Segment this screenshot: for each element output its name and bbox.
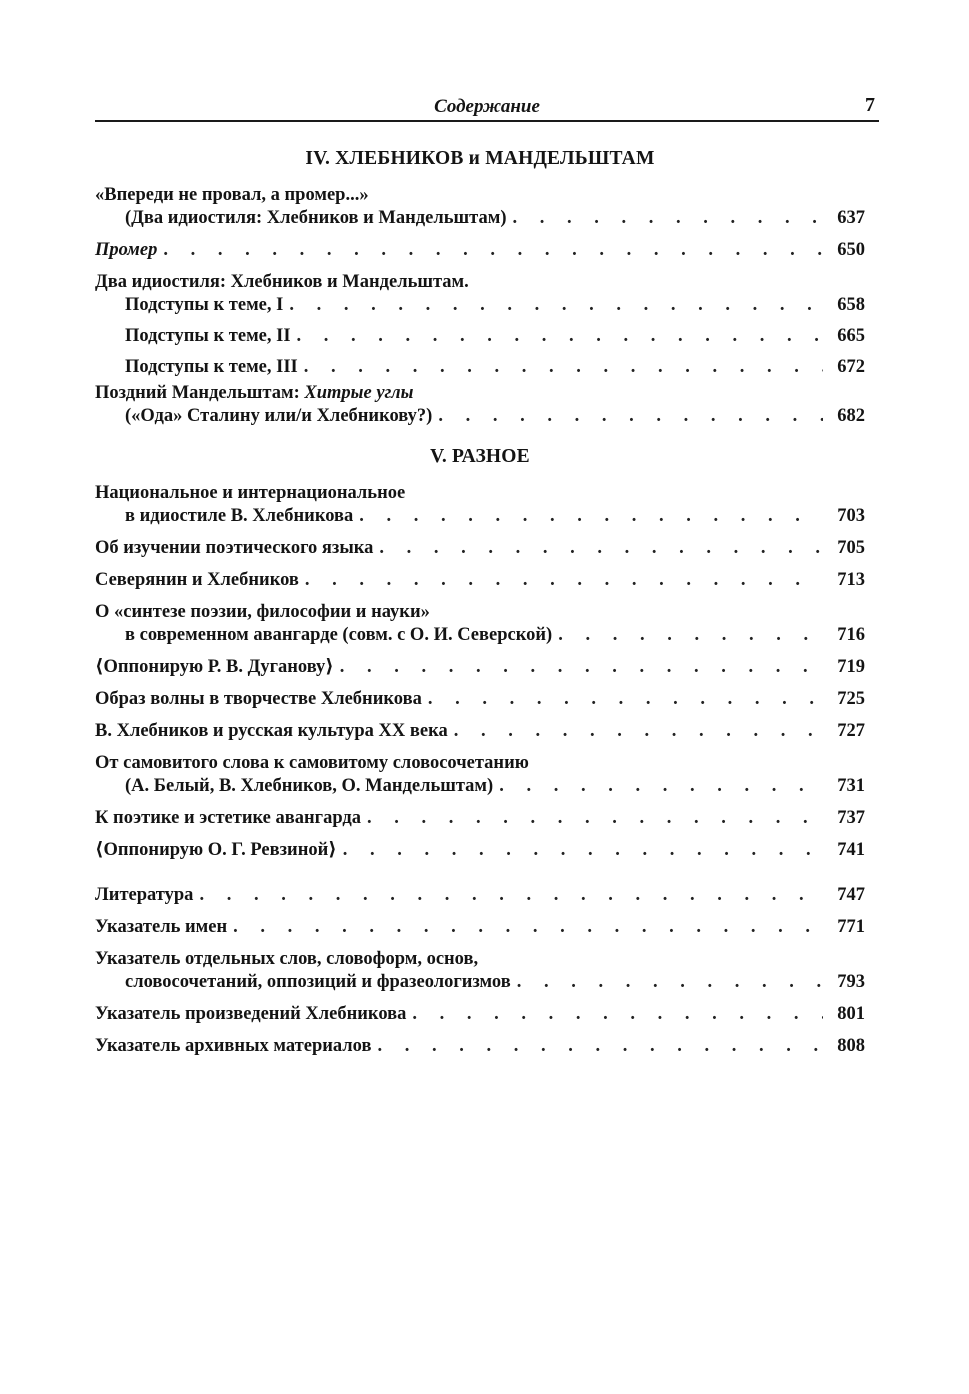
entry-subtitle: Подступы к теме, I bbox=[125, 295, 284, 315]
toc-entry bbox=[95, 271, 865, 317]
entry-page: 705 bbox=[837, 538, 865, 558]
toc-entry bbox=[95, 839, 865, 862]
entry-subtitle: в идиостиле В. Хлебникова bbox=[125, 506, 354, 526]
leader-dots bbox=[428, 688, 823, 711]
entry-page: 725 bbox=[837, 689, 865, 709]
leader-dots bbox=[289, 294, 823, 317]
leader-dots bbox=[412, 1003, 823, 1026]
leader-dots bbox=[297, 325, 823, 348]
toc-entry bbox=[95, 1035, 865, 1058]
entry-subtitle: (А. Белый, В. Хлебников, О. Мандельштам) bbox=[125, 776, 494, 796]
leader-dots bbox=[343, 839, 823, 862]
entry-page: 727 bbox=[837, 721, 865, 741]
section-title-iv: IV. ХЛЕБНИКОВ и МАНДЕЛЬШТАМ bbox=[305, 148, 655, 169]
entry-title: Литература bbox=[95, 885, 194, 905]
toc-entry bbox=[95, 948, 865, 994]
entry-title: От самовитого слова к самовитому словосочетанию bbox=[95, 753, 529, 773]
entry-page: 658 bbox=[837, 295, 865, 315]
leader-dots bbox=[438, 405, 823, 428]
entry-title: Указатель произведений Хлебникова bbox=[95, 1004, 407, 1024]
section-title-v: V. РАЗНОЕ bbox=[430, 446, 530, 467]
toc-entry bbox=[95, 688, 865, 711]
entry-page: 793 bbox=[837, 972, 865, 992]
entry-title: Об изучении поэтического языка bbox=[95, 538, 374, 558]
leader-dots bbox=[340, 656, 823, 679]
entry-title: ⟨Оппонирую О. Г. Ревзиной⟩ bbox=[95, 840, 337, 860]
entry-title: Указатель архивных материалов bbox=[95, 1036, 372, 1056]
entry-page: 650 bbox=[837, 240, 865, 260]
entry-page: 719 bbox=[837, 657, 865, 677]
toc-entry bbox=[95, 184, 865, 230]
entry-page: 771 bbox=[837, 917, 865, 937]
leader-dots bbox=[558, 624, 823, 647]
entry-page: 713 bbox=[837, 570, 865, 590]
entry-title: О «синтезе поэзии, философии и науки» bbox=[95, 602, 430, 622]
leader-dots bbox=[377, 1035, 823, 1058]
leader-dots bbox=[512, 207, 823, 230]
toc-entry bbox=[95, 325, 865, 348]
leader-dots bbox=[233, 916, 823, 939]
entry-title: Два идиостиля: Хлебников и Мандельштам. bbox=[95, 272, 469, 292]
entry-title bbox=[95, 382, 413, 405]
entry-page: 637 bbox=[837, 208, 865, 228]
toc-entry bbox=[95, 916, 865, 939]
running-head bbox=[95, 94, 879, 122]
toc-entry bbox=[95, 807, 865, 830]
entry-subtitle: («Ода» Сталину или/и Хлебникову?) bbox=[125, 406, 433, 426]
entry-page: 808 bbox=[837, 1036, 865, 1056]
entry-page: 747 bbox=[837, 885, 865, 905]
running-title: Содержание bbox=[434, 96, 540, 117]
entry-page: 703 bbox=[837, 506, 865, 526]
entry-page: 665 bbox=[837, 326, 865, 346]
entry-subtitle: словосочетаний, оппозиций и фразеологизмов bbox=[125, 972, 511, 992]
toc-entry bbox=[95, 356, 865, 379]
leader-dots bbox=[304, 356, 823, 379]
leader-dots bbox=[367, 807, 823, 830]
entry-page: 716 bbox=[837, 625, 865, 645]
entry-title: Промер bbox=[95, 240, 158, 260]
entry-title-part: Поздний Мандельштам: bbox=[95, 383, 305, 403]
entry-title: В. Хлебников и русская культура XX века bbox=[95, 721, 448, 741]
toc-entry bbox=[95, 720, 865, 743]
table-of-contents bbox=[95, 140, 865, 1067]
toc-entry bbox=[95, 1003, 865, 1026]
leader-dots bbox=[499, 775, 823, 798]
toc-entry bbox=[95, 569, 865, 592]
entry-title: Указатель отдельных слов, словоформ, основ, bbox=[95, 949, 479, 969]
toc-entry bbox=[95, 482, 865, 528]
entry-title: Северянин и Хлебников bbox=[95, 570, 299, 590]
entry-subtitle: в современном авангарде (совм. с О. И. Северской) bbox=[125, 625, 553, 645]
entry-page: 682 bbox=[837, 406, 865, 426]
entry-title: К поэтике и эстетике авангарда bbox=[95, 808, 361, 828]
entry-title: Подступы к теме, III bbox=[125, 357, 298, 377]
entry-page: 741 bbox=[837, 840, 865, 860]
entry-title: Национальное и интернациональное bbox=[95, 483, 406, 503]
toc-entry bbox=[95, 884, 865, 907]
leader-dots bbox=[454, 720, 823, 743]
entry-page: 801 bbox=[837, 1004, 865, 1024]
entry-title-italic: Хитрые углы bbox=[304, 383, 414, 403]
leader-dots bbox=[379, 537, 823, 560]
leader-dots bbox=[517, 971, 823, 994]
toc-entry bbox=[95, 656, 865, 679]
leader-dots bbox=[199, 884, 823, 907]
leader-dots bbox=[163, 239, 823, 262]
page-number: 7 bbox=[865, 94, 875, 116]
toc-entry bbox=[95, 537, 865, 560]
entry-page: 737 bbox=[837, 808, 865, 828]
toc-entry bbox=[95, 239, 865, 262]
toc-entry bbox=[95, 382, 865, 428]
toc-entry bbox=[95, 752, 865, 798]
leader-dots bbox=[359, 505, 823, 528]
toc-entry bbox=[95, 601, 865, 647]
entry-page: 731 bbox=[837, 776, 865, 796]
leader-dots bbox=[305, 569, 823, 592]
entry-title: Указатель имен bbox=[95, 917, 228, 937]
entry-title: ⟨Оппонирую Р. В. Дуганову⟩ bbox=[95, 657, 334, 677]
entry-title: Образ волны в творчестве Хлебникова bbox=[95, 689, 422, 709]
entry-title: Подступы к теме, II bbox=[125, 326, 291, 346]
entry-subtitle: (Два идиостиля: Хлебников и Мандельштам) bbox=[125, 208, 507, 228]
entry-page: 672 bbox=[837, 357, 865, 377]
entry-title: «Впереди не провал, а промер...» bbox=[95, 185, 369, 205]
